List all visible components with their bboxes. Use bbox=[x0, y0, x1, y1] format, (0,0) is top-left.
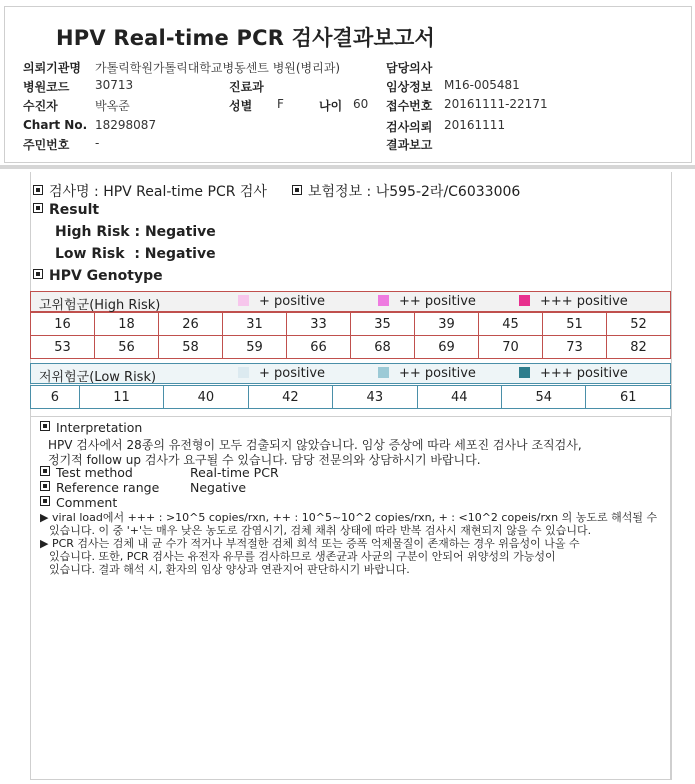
genotype-cell: 33 bbox=[287, 313, 351, 336]
range-label: Reference range bbox=[56, 480, 160, 495]
method-value: Real-time PCR bbox=[190, 465, 279, 480]
institution-label: 의뢰기관명 bbox=[23, 61, 81, 75]
hospcode-value: 30713 bbox=[95, 78, 134, 92]
legend-swatch bbox=[378, 295, 389, 306]
genotype-cell: 82 bbox=[607, 336, 671, 359]
table-row bbox=[31, 313, 671, 336]
doctor-label: 담당의사 bbox=[386, 61, 433, 75]
genotype-cell: 18 bbox=[95, 313, 159, 336]
high-legend-1 bbox=[238, 294, 325, 309]
request-label: 검사의뢰 bbox=[386, 120, 433, 134]
genotype-cell: 11 bbox=[79, 386, 163, 409]
genotype-cell: 56 bbox=[95, 336, 159, 359]
legend-swatch bbox=[238, 295, 249, 306]
bullet-square-icon bbox=[40, 421, 50, 431]
idno-value: - bbox=[95, 136, 100, 150]
interpretation-heading bbox=[40, 420, 142, 435]
legend-label: + positive bbox=[259, 294, 326, 309]
bullet-square-icon bbox=[292, 185, 302, 195]
sex-value: F bbox=[277, 97, 284, 111]
sex-label: 성별 bbox=[229, 99, 253, 113]
genotype-cell: 35 bbox=[351, 313, 415, 336]
high-risk-result: High Risk : Negative bbox=[55, 224, 216, 240]
table-row bbox=[31, 386, 671, 409]
insurance-line bbox=[292, 181, 520, 201]
patient-value: 박옥준 bbox=[95, 99, 130, 113]
genotype-cell: 54 bbox=[502, 386, 586, 409]
patient-label: 수진자 bbox=[23, 99, 58, 113]
test-name-text: 검사명 : HPV Real-time PCR 검사 bbox=[49, 184, 267, 200]
genotype-heading-text: HPV Genotype bbox=[49, 268, 163, 284]
result-heading-text: Result bbox=[49, 202, 100, 218]
report-title: HPV Real-time PCR 검사결과보고서 bbox=[56, 26, 435, 50]
legend-swatch bbox=[519, 367, 530, 378]
low-risk-label: 저위험군(Low Risk) bbox=[39, 370, 157, 385]
interpretation-line-1: HPV 검사에서 28종의 유전형이 모두 검출되지 않았습니다. 임상 증상에 따라 세포진 검사나 조직검사, bbox=[48, 438, 582, 452]
comment-label: Comment bbox=[56, 495, 118, 510]
genotype-cell: 43 bbox=[333, 386, 417, 409]
genotype-cell: 31 bbox=[223, 313, 287, 336]
genotype-heading bbox=[33, 268, 163, 284]
legend-label: ++ positive bbox=[399, 366, 476, 381]
comment-line-3: ▶ PCR 검사는 검체 내 균 수가 적거나 부적절한 검체 희석 또는 증폭 억제물질이 존재하는 경우 위음성이 나올 수 bbox=[40, 537, 580, 550]
low-legend-2 bbox=[378, 366, 476, 381]
chart-value: 18298087 bbox=[95, 118, 157, 132]
genotype-cell: 39 bbox=[415, 313, 479, 336]
genotype-cell: 58 bbox=[159, 336, 223, 359]
insurance-text: 보험정보 : 나595-2라/C6033006 bbox=[308, 184, 521, 200]
genotype-cell: 61 bbox=[586, 386, 671, 409]
clinical-value: M16-005481 bbox=[444, 78, 520, 92]
bullet-square-icon bbox=[40, 466, 50, 476]
comment-line-2: 있습니다. 이 중 '+'는 매우 낮은 농도로 감염시기, 검체 채취 상태에 따라 반복 검사시 재현되지 않을 수 있습니다. bbox=[49, 524, 592, 537]
genotype-cell: 66 bbox=[287, 336, 351, 359]
legend-swatch bbox=[519, 295, 530, 306]
hospcode-label: 병원코드 bbox=[23, 80, 70, 94]
clinical-label: 임상정보 bbox=[386, 80, 433, 94]
genotype-cell: 51 bbox=[543, 313, 607, 336]
genotype-cell: 16 bbox=[31, 313, 95, 336]
idno-label: 주민번호 bbox=[23, 138, 70, 152]
legend-swatch bbox=[238, 367, 249, 378]
bullet-square-icon bbox=[40, 481, 50, 491]
genotype-cell: 45 bbox=[479, 313, 543, 336]
method-label: Test method bbox=[56, 465, 133, 480]
genotype-cell: 59 bbox=[223, 336, 287, 359]
bullet-square-icon bbox=[33, 203, 43, 213]
range-value: Negative bbox=[190, 480, 247, 495]
result-heading bbox=[33, 202, 99, 218]
high-legend-2 bbox=[378, 294, 476, 309]
receipt-label: 접수번호 bbox=[386, 99, 433, 113]
low-risk-header bbox=[30, 363, 671, 384]
bullet-square-icon bbox=[33, 269, 43, 279]
request-value: 20161111 bbox=[444, 118, 506, 132]
genotype-cell: 53 bbox=[31, 336, 95, 359]
legend-label: +++ positive bbox=[540, 294, 628, 309]
low-legend-3 bbox=[519, 366, 628, 381]
comment-row bbox=[40, 495, 117, 510]
genotype-cell: 42 bbox=[248, 386, 332, 409]
legend-label: +++ positive bbox=[540, 366, 628, 381]
table-row bbox=[31, 336, 671, 359]
low-risk-result: Low Risk : Negative bbox=[55, 246, 216, 262]
age-value: 60 bbox=[353, 97, 369, 111]
genotype-cell: 52 bbox=[607, 313, 671, 336]
genotype-cell: 73 bbox=[543, 336, 607, 359]
genotype-cell: 68 bbox=[351, 336, 415, 359]
legend-label: + positive bbox=[259, 366, 326, 381]
bullet-square-icon bbox=[33, 185, 43, 195]
comment-line-1: ▶ viral load에서 +++ : >10^5 copies/rxn, ++ : 10^5~10^2 copies/rxn, + : <10^2 copeis/rxn 의 농도로 해석될 수 bbox=[40, 511, 658, 524]
high-risk-table bbox=[30, 312, 671, 359]
high-risk-label: 고위험군(High Risk) bbox=[39, 298, 161, 313]
report-label: 결과보고 bbox=[386, 138, 433, 152]
institution-value: 가톨릭학원가톨릭대학교병동센트 병원(병리과) bbox=[95, 61, 341, 75]
legend-swatch bbox=[378, 367, 389, 378]
bullet-square-icon bbox=[40, 496, 50, 506]
interpretation-heading-text: Interpretation bbox=[56, 420, 143, 435]
high-risk-header bbox=[30, 291, 671, 312]
genotype-cell: 70 bbox=[479, 336, 543, 359]
low-risk-table bbox=[30, 385, 671, 409]
age-label: 나이 bbox=[319, 99, 343, 113]
comment-line-5: 있습니다. 결과 해석 시, 환자의 임상 양상과 연관지어 판단하시기 바랍니다. bbox=[49, 563, 410, 576]
method-row bbox=[40, 465, 133, 480]
test-name-line bbox=[33, 181, 267, 201]
receipt-value: 20161111-22171 bbox=[444, 97, 548, 111]
genotype-cell: 44 bbox=[417, 386, 501, 409]
genotype-cell: 6 bbox=[31, 386, 80, 409]
genotype-cell: 40 bbox=[164, 386, 248, 409]
interpretation-line-2: 정기적 follow up 검사가 요구될 수 있습니다. 담당 전문의와 상담하시기 바랍니다. bbox=[48, 453, 481, 467]
legend-label: ++ positive bbox=[399, 294, 476, 309]
chart-label: Chart No. bbox=[23, 118, 88, 132]
dept-label: 진료과 bbox=[229, 80, 264, 94]
range-row bbox=[40, 480, 159, 495]
genotype-cell: 69 bbox=[415, 336, 479, 359]
genotype-cell: 26 bbox=[159, 313, 223, 336]
low-legend-1 bbox=[238, 366, 325, 381]
high-legend-3 bbox=[519, 294, 628, 309]
comment-line-4: 있습니다. 또한, PCR 검사는 유전자 유무를 검사하므로 생존균과 사균의 구분이 안되어 위양성의 가능성이 bbox=[49, 550, 556, 563]
header-separator bbox=[0, 165, 695, 169]
